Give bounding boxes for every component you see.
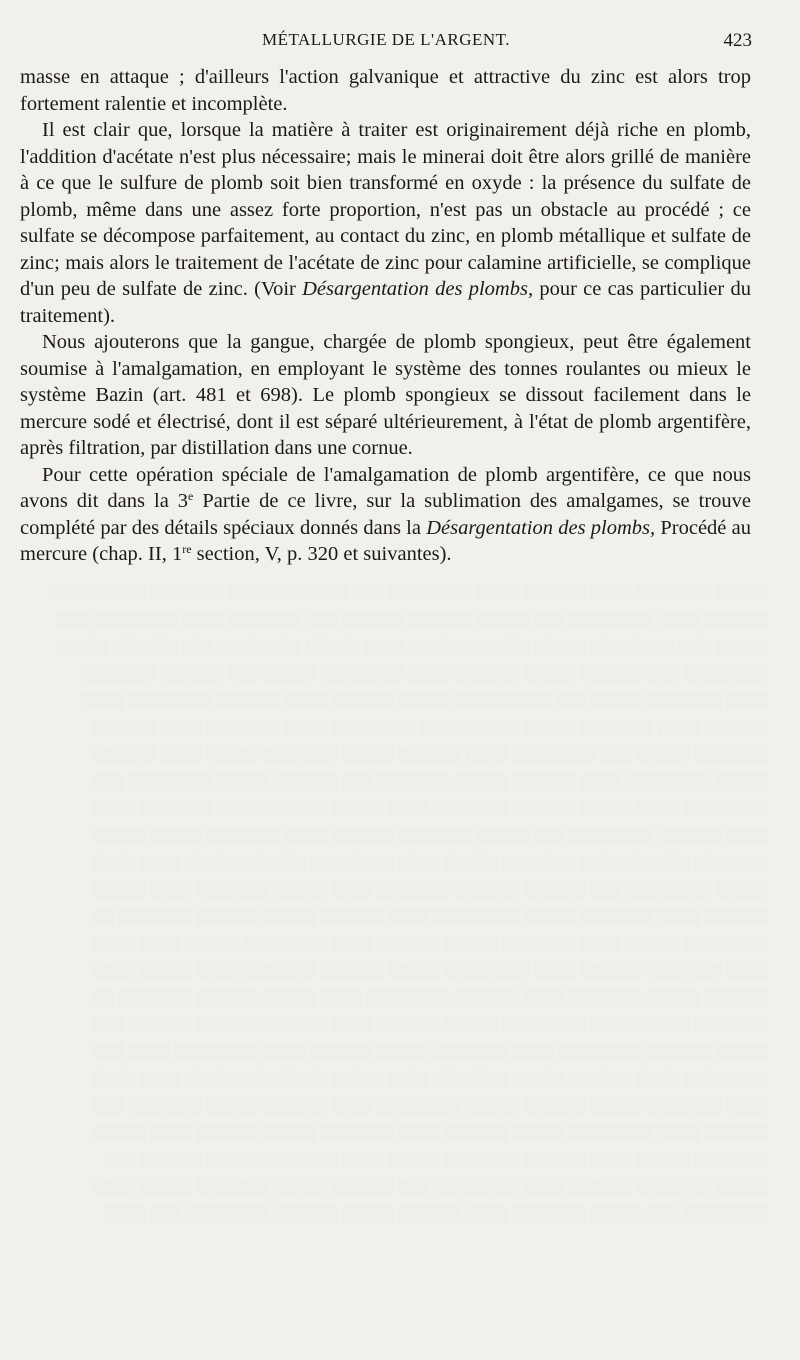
page-number: 423 — [723, 30, 752, 51]
italic-reference: Désargentation des plombs, — [426, 516, 656, 539]
italic-reference: Désargentation des plombs, — [302, 278, 534, 300]
paragraph-continuation: masse en attaque ; d'ailleurs l'action galvanique et attractive du zinc est alors trop fortement ralentie et incomplète. — [20, 66, 751, 115]
page-header — [20, 30, 752, 54]
paragraph-amalgamation: Nous ajouterons que la gangue, chargée de plomb spongieux, peut être également soumise à l'amalgamation, en employant le système des tonnes roulantes ou mieux le système Bazin (art. 481 et 698). Le plomb spongieux se dissout facilement dans le mercure sodé et électrisé, dont il est séparé ultérieurement, à l'état de plomb argentifère, après filtration, par distillation dans une cornue. — [20, 331, 751, 459]
running-title: MÉTALLURGIE DE L'ARGENT. — [261, 30, 511, 49]
bleed-through-texture: ░░░░░ ░░░░░░░ ░░░░ ░░░░░░ ░░░░ ░░░░░░░░ ░░░ ░░░░░ ░░░░░░ ░░░░░░░ ░░░░░ ░░░░ ░░░░░░ ░░░░ ░░░░░░░░ ░░░ ░░░░░ ░░░░░░ ░░░░░░ ░░░ ░░░░░░░ ░░░░ ░░░░░░░░ ░░░ ░░░░░ ░░░ ░░░░░░░░ ░░░░░ ░░░░ ░░░░░░░ ░░░░ ░░░░░ ░░░░░░░░ ░░░ ░░░░░░ ░░░░░ ░░░░░░░░ ░░░ ░░░░░░ ░░░░░ ░░░░░░ ░░░░ ░░░░░░░░ ░░░░░ ░░░ ░░░░░░ ░░░░░░░ ░░░░ ░░░░░░░ ░░░░░ ░░░ ░░░░░░░░░ ░░░░░ ░░░░░░ ░░░░ ░░░░░░ ░░░░░░░░ ░░░░ ░░░░░░ ░░░░ ░░░░░░░ ░░░░░ ░░░░░░ ░░░ ░░░░░░░░ ░░░░ ░░░░░░░ ░░░░ ░░░░░░ ░░░░░░░ ░░░░░ ░░░ ░░░░░░░░ ░░░░ ░░░░░░ ░░░░░ ░░░░░░░ ░░░░░ ░░░░ ░░░░░░ ░░░░░ ░░░░░░░░ ░░░░ ░░░░░░ ░░░░░ ░░░░░░░ ░░░ ░░░░░░ ░░░░░ ░░░░░░░░ ░░░ ░░░░░░░░ ░░░░ ░░░░░ ░░░░░░ ░░░░░░░ ░░░░ ░░░░░ ░░░░░░ ░░░░ ░░░░░░░ ░░░░ ░░░░ ░░░░░░ ░░░░░░░░ ░░░ ░░░░░ ░░░░░░░ ░░░░░░ ░░░░ ░░░░░░░ ░░░░░ ░░░░░ ░░░░░░░ ░░░░ ░░░░░░ ░░░░░░░ ░░░░░ ░░░░ ░░░░░░░░ ░░░░░ ░░░░░░ ░░░░ ░░░░ ░░░░░ ░░░░░░░░ ░░░ ░░░░░░ ░░░░░░ ░░░░░░░ ░░░░ ░░░░░ ░░░░░░░ ░░░░ ░░░░░ ░░░░░░ ░░░░ ░░░░░░░ ░░░░░ ░░░░░░░░ ░░░░ ░░░░░░ ░░░░░ ░░░░░░ ░░░░░░░ ░░ ░░░░░░░░ ░░░░░ ░░░░ ░░░░░░░ ░░░░░ ░░░░░░ ░░░░ ░░░░░░░░ ░░░░░ ░░░░ ░░░░ ░░░░ ░░░░░░░ ░░░░░░ ░░░░ ░░░░░░░░ ░░░░░ ░░░░░░ ░░░░░░░ ░░░░ ░░░░░ ░░░░ ░░░░░░ ░░░░░ ░░░░░░░ ░░░░ ░░░░░░ ░░░░░░░░ ░░░░ ░░░░░ ░░░░░░ ░░░░░░░ ░░ ░░░░░░░ ░░░░ ░░░░░ ░░░░░░░░ ░░░░░ ░░░░░░ ░░░░ ░░░░░░░ ░░░░░ ░░░░░░ ░░░ ░░░░░ ░░░░░░ ░░░░░░░░ ░░░░ ░░░░░░░ ░░░░░ ░░░░░░ ░░░░ ░░░░░░░░ ░░░░ ░░░ ░░░░░░░░ ░░░░ ░░░░░░ ░░░░░ ░░░░░░░ ░░░░ ░░░░░ ░░░░░░░ ░░░░░░ ░░░░ ░░░░ ░░░░ ░░░░░░░ ░░░░░ ░░░░░░ ░░░░░ ░░░░░░░░ ░░░░ ░░░░░░ ░░░░░ ░░░░░░░ ░░░ ░░░░░░ ░░░░ ░░░░░░░░ ░░░░░ ░░░░░░ ░░░░ ░░░░░░░ ░░░░░ ░░░░░░ ░░░░ ░░░░░ ░░░░░░░ ░░░░░ ░░░░ ░░░░░░ ░░░░░░░ ░░░░░ ░░░░ ░░░░░░░░ ░░░░ ░░░░░░ ░░░ ░░░░░ ░░░░░░░ ░░░░░░ ░░░░ ░░░░░░░░ ░░░ ░░░░░░ ░░░░░ ░░░░░░░ ░░░░░ ░░░░ ░░░░░░░░ ░░░ ░░░░░ ░░░░░░░ ░░░░ ░░░░░░ ░░░░░ ░░░░░░ ░░░░░░░░ ░░░ ░░░░ — [46, 585, 768, 1222]
paragraph-lead-rich-matter: Il est clair que, lorsque la matière à traiter est originairement déjà riche en plomb, l'addition d'acétate n'est plus nécessaire; mais le minerai doit être alors grillé de manière à ce que le sulfure de plomb soit bien transformé en oxyde : la présence du sulfate de plomb, même dans une assez forte proportion, n'est pas un obstacle au procédé ; ce sulfate se décompose parfaitement, au contact du zinc, en plomb métallique et sulfate de zinc; mais alors le traitement de l'acétate de zinc pour calamine artificielle, se complique d'un peu de sulfate de zinc. (Voir Désargentation des plombs, pour ce cas particulier du traitement). — [20, 119, 751, 327]
paragraph-special-operation: Pour cette opération spéciale de l'amalgamation de plomb argentifère, ce que nous avons dit dans la 3e Partie de ce livre, sur la sublimation des amalgames, se trouve complété par des détails spéciaux donnés dans la Désargentation des plombs, Procédé au mercure (chap. II, 1re section, V, p. 320 et suivantes). — [20, 463, 751, 565]
body-text — [20, 64, 751, 568]
